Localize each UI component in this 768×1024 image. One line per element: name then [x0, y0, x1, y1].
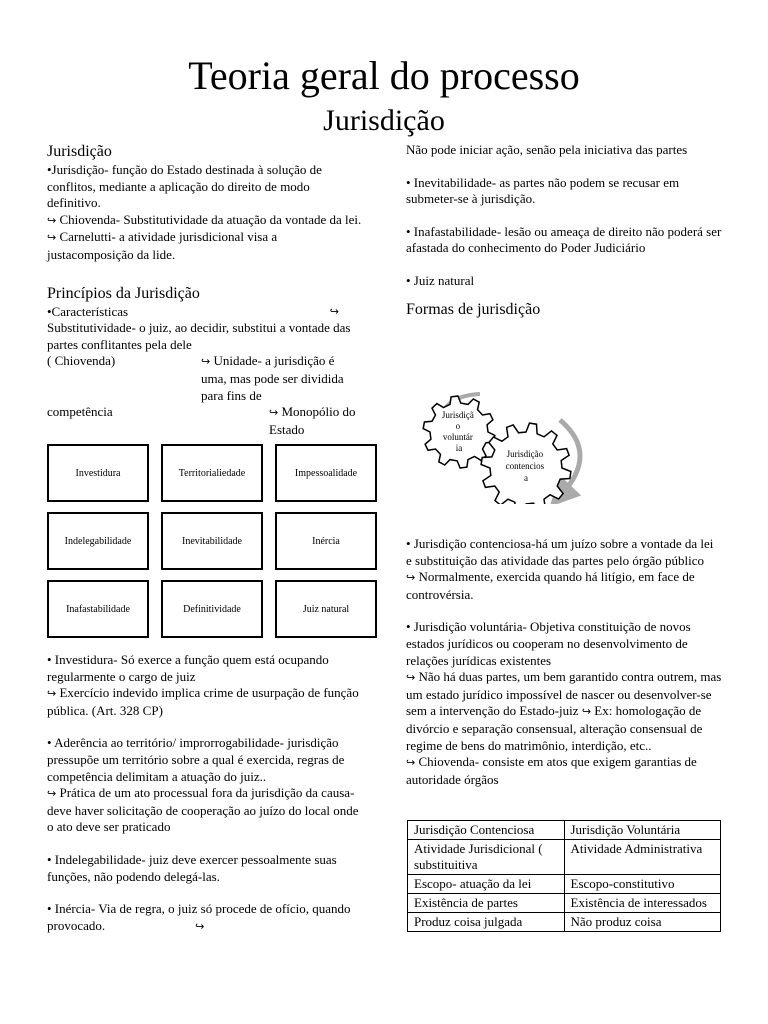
table-cell: Jurisdição Voluntária — [564, 821, 721, 840]
principle-box: Investidura — [47, 444, 149, 502]
principle-box: Impessoalidade — [275, 444, 377, 502]
investidura-paragraph: • Investidura- Só exerce a função quem está ocupando regularmente o cargo de juiz — [47, 652, 329, 684]
substitutividade-text: Substitutividade- o juiz, ao decidir, substitui a vontade das partes conflitantes pela dele — [47, 320, 351, 352]
contenciosa-paragraph: • Jurisdição contenciosa-há um juízo sobre a vontade da lei e substituição das atividade das partes pelo órgão público — [406, 536, 714, 568]
investidura-note-text: Exercício indevido implica crime de usurpação de função pública. (Art. 328 CP) — [47, 685, 359, 718]
inercia-text: • Inércia- Via de regra, o juiz só procede de ofício, quando provocado. — [47, 901, 351, 933]
competencia-line — [47, 404, 363, 438]
comparison-table — [407, 820, 721, 932]
table-row — [408, 821, 721, 840]
right-column-continued — [406, 536, 722, 788]
arrow-icon: ↪ — [581, 705, 592, 719]
arrow-icon: ↪ — [201, 355, 211, 369]
voluntaria-note — [406, 669, 722, 754]
table-cell: Não produz coisa — [564, 913, 721, 932]
arrow-icon: ↪ — [195, 919, 205, 933]
gears-diagram — [410, 384, 610, 504]
gear-small-line: Jurisdiçã — [441, 410, 474, 420]
left-column — [47, 142, 363, 438]
formas-heading: Formas de jurisdição — [406, 300, 541, 318]
page-subtitle: Jurisdição — [323, 104, 445, 137]
aderencia-note-text: Prática de um ato processual fora da jurisdição da causa- deve haver solicitação de cooperação ao juízo do local onde o ato deve ser praticado — [47, 785, 359, 835]
gear-small-line: ia — [455, 443, 463, 453]
contenciosa-note — [406, 569, 722, 603]
gear-large-line: a — [524, 473, 528, 483]
table-row — [408, 913, 721, 932]
competencia-text: competência — [47, 404, 113, 420]
gear-large-line: contencios — [505, 461, 545, 471]
principles-grid — [47, 444, 379, 644]
gear-large-line: Jurisdição — [506, 449, 544, 459]
unidade-text: Unidade- a jurisdição é uma, mas pode ser dividida para fins de — [201, 353, 344, 403]
arrow-icon: ↪ — [47, 687, 57, 701]
gear-small-line: o — [455, 421, 461, 431]
indelegabilidade-paragraph: • Indelegabilidade- juiz deve exercer pessoalmente suas funções, não podendo delegá-las. — [47, 851, 337, 884]
table-cell: Existência de partes — [408, 894, 565, 913]
chiovenda-text: Chiovenda- Substitutividade da atuação da vontade da lei. — [59, 211, 362, 227]
voluntaria-note-text: Não há duas partes, um bem garantido contra outrem, mas um estado jurídico impossível de nascer ou desenvolver-se sem a intervenção do Estado-juiz — [406, 669, 722, 719]
chiovenda-voluntaria-note — [406, 754, 722, 788]
investidura-note — [47, 685, 363, 719]
definition-paragraph: •Jurisdição- função do Estado destinada à solução de conflitos, mediante a aplicação do direito de modo definitivo. — [47, 162, 322, 211]
gear-small-line: voluntár — [442, 432, 473, 442]
principle-box: Juiz natural — [275, 580, 377, 638]
page-title: Teoria geral do processo — [188, 53, 580, 98]
aderencia-note — [47, 785, 363, 836]
left-column-continued — [47, 652, 363, 935]
principle-box: Indelegabilidade — [47, 512, 149, 570]
principle-box: Inércia — [275, 512, 377, 570]
principle-box: Inevitabilidade — [161, 512, 263, 570]
caracteristicas-line — [47, 304, 363, 321]
aderencia-paragraph: • Aderência ao território/ improrrogabilidade- jurisdição pressupõe um território sobre a qual é exercida, regras de competência delimitam a atuação do juiz.. — [47, 735, 345, 784]
monopolio-text: Monopólio do Estado — [269, 404, 356, 437]
table-cell: Escopo-constitutivo — [564, 875, 721, 894]
arrow-icon: ↪ — [47, 231, 57, 245]
voluntaria-paragraph: • Jurisdição voluntária- Objetiva constituição de novos estados jurídicos ou cooperam no desenvolvimento de relações jurídicas existentes — [406, 619, 691, 668]
caracteristicas-label: •Características — [47, 303, 129, 319]
inercia-paragraph — [47, 901, 363, 935]
section-heading-principios: Princípios da Jurisdição — [47, 284, 200, 302]
table-cell: Existência de interessados — [564, 894, 721, 913]
arrow-icon: ↪ — [406, 671, 416, 685]
principle-box: Territorialiedade — [161, 444, 263, 502]
table-row — [408, 875, 721, 894]
table-cell: Atividade Jurisdicional ( substituitiva — [408, 840, 565, 875]
unidade-line — [47, 353, 363, 404]
carnelutti-text: Carnelutti- a atividade jurisdicional visa a justacomposição da lide. — [47, 229, 278, 262]
chiovenda-voluntaria-text: Chiovenda- consiste em atos que exigem garantias de autoridade órgãos — [406, 754, 697, 787]
contenciosa-note-text: Normalmente, exercida quando há litígio, em face de controvérsia. — [406, 569, 695, 602]
arrow-icon: ↪ — [329, 304, 339, 318]
right-column — [406, 142, 722, 320]
arrow-icon: ↪ — [47, 787, 57, 801]
arrow-icon: ↪ — [406, 571, 416, 585]
chiovenda-note — [47, 212, 363, 230]
carnelutti-note — [47, 229, 363, 263]
arrow-icon: ↪ — [406, 756, 416, 770]
table-cell: Produz coisa julgada — [408, 913, 565, 932]
table-cell: Jurisdição Contenciosa — [408, 821, 565, 840]
voluntaria-example-text: Ex: homologação de divórcio e separação consensual, alteração consensual de regime de bens do matrimônio, interdição, etc.. — [406, 703, 703, 753]
juiz-natural-paragraph: • Juiz natural — [406, 272, 475, 288]
table-row — [408, 894, 721, 913]
inafastabilidade-paragraph: • Inafastabilidade- lesão ou ameaça de direito não poderá ser afastada do conhecimento do Poder Judiciário — [406, 223, 722, 256]
table-cell: Escopo- atuação da lei — [408, 875, 565, 894]
inercia-continuation: Não pode iniciar ação, senão pela iniciativa das partes — [406, 142, 688, 157]
arrow-icon: ↪ — [269, 406, 279, 420]
comparison-table-body — [408, 821, 721, 932]
chiovenda-ref: ( Chiovenda) — [47, 353, 116, 369]
principle-box: Inafastabilidade — [47, 580, 149, 638]
inevitabilidade-paragraph: • Inevitabilidade- as partes não podem se recusar em submeter-se à jurisdição. — [406, 174, 680, 207]
principle-box: Definitividade — [161, 580, 263, 638]
section-heading-jurisdicao: Jurisdição — [47, 143, 112, 160]
arrow-icon: ↪ — [47, 213, 57, 227]
table-cell: Atividade Administrativa — [564, 840, 721, 875]
table-row — [408, 840, 721, 875]
